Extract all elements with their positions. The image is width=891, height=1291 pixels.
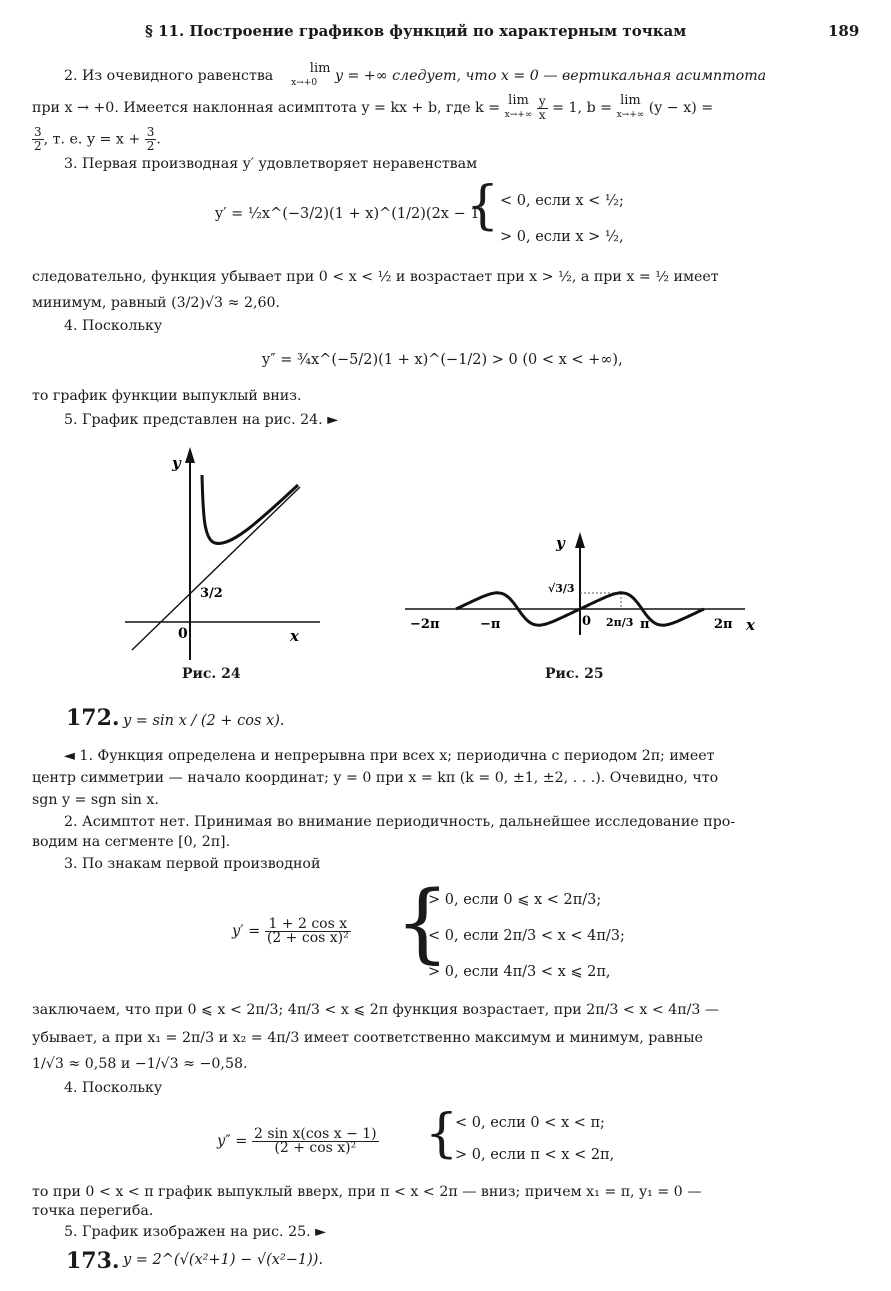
item-3-intro: 3. Первая производная y′ удовлетворяет неравенствам bbox=[64, 156, 478, 172]
lim: lim bbox=[508, 93, 529, 108]
fraction-3-2b bbox=[145, 126, 157, 153]
p172-item-2-b: водим на сегменте [0, 2π]. bbox=[32, 834, 231, 850]
p172-item-4-a: то при 0 < x < π график выпуклый вверх, при π < x < 2π — вниз; причем x₁ = π, y₁ = 0 — bbox=[32, 1184, 702, 1200]
problem-173-number: 173. bbox=[66, 1248, 120, 1274]
fraction-y-over-x bbox=[537, 95, 548, 122]
p172-item-1-b: центр симметрии — начало координат; y = 0 при x = kπ (k = 0, ±1, ±2, . . .). Очевидно, что bbox=[32, 770, 719, 786]
lim-sub: x→+∞ bbox=[504, 110, 533, 120]
p172-item-3-intro: 3. По знакам первой производной bbox=[64, 856, 321, 872]
lim: lim bbox=[309, 61, 331, 76]
limit-3 bbox=[617, 94, 645, 122]
text: = 1, b = bbox=[552, 100, 613, 116]
limit-1 bbox=[278, 62, 331, 90]
peak-label: √3/3 bbox=[548, 582, 575, 595]
p172-item-3-a: заключаем, что при 0 ⩽ x < 2π/3; 4π/3 < x ⩽ 2π функция возрастает, при 2π/3 < x < 4π/3 — bbox=[32, 1002, 720, 1018]
lim: lim bbox=[620, 93, 641, 108]
tick-2pi: 2π bbox=[714, 617, 733, 632]
item-4-conclusion: то график функции выпуклый вниз. bbox=[32, 388, 302, 404]
text: (y − x) = bbox=[648, 100, 714, 116]
asymptote-line bbox=[132, 487, 300, 650]
case-2: < 0, если 2π/3 < x < 4π/3; bbox=[428, 928, 625, 944]
item-2-line-3 bbox=[32, 126, 858, 153]
intercept-label: 3/2 bbox=[200, 586, 223, 601]
p172-item-4-intro: 4. Поскольку bbox=[64, 1080, 163, 1096]
section-title: § 11. Построение графиков функций по характерным точкам bbox=[145, 22, 687, 40]
item-3-conclusion-2: минимум, равный (3/2)√3 ≈ 2,60. bbox=[32, 295, 281, 311]
case-1: < 0, если 0 < x < π; bbox=[455, 1115, 605, 1131]
num: 2 sin x(cos x − 1) bbox=[253, 1126, 377, 1142]
figure-24 bbox=[120, 445, 320, 660]
equation-172-y-second: y″ = $\frac{\text{2 sin x(cos x − 1)}}{\text{(2 + cos x)²}}$ bbox=[217, 1126, 377, 1156]
tick-2pi-3: 2π/3 bbox=[606, 616, 634, 629]
running-header bbox=[0, 22, 891, 48]
fraction bbox=[265, 918, 351, 945]
brace: { bbox=[425, 1104, 459, 1164]
case-1: < 0, если x < ½; bbox=[500, 193, 624, 209]
p172-item-3-c: 1/√3 ≈ 0,58 и −1/√3 ≈ −0,58. bbox=[32, 1056, 248, 1072]
figure-25 bbox=[400, 530, 770, 640]
case-3: > 0, если 4π/3 < x ⩽ 2π, bbox=[428, 964, 611, 980]
y-axis-arrow bbox=[575, 532, 585, 548]
origin-label: 0 bbox=[582, 614, 592, 629]
p172-item-1-c: sgn y = sgn sin x. bbox=[32, 792, 159, 808]
x-label: x bbox=[746, 616, 755, 634]
text: . bbox=[156, 131, 161, 148]
den: (2 + cos x)² bbox=[274, 1140, 357, 1156]
fraction-3-2 bbox=[32, 126, 44, 153]
brace: { bbox=[395, 873, 450, 973]
equation-y-prime: y′ = ½x^(−3/2)(1 + x)^(1/2)(2x − 1) bbox=[215, 206, 486, 222]
den: (2 + cos x)² bbox=[266, 930, 349, 946]
case-2: > 0, если x > ½, bbox=[500, 229, 624, 245]
num: 3 bbox=[146, 125, 155, 139]
text: 2. Из очевидного равенства bbox=[64, 68, 274, 84]
item-4-intro: 4. Поскольку bbox=[64, 318, 163, 334]
p172-item-1-a: ◄ 1. Функция определена и непрерывна при всех x; периодична с периодом 2π; имеет bbox=[64, 748, 715, 764]
text: при x → +0. Имеется наклонная асимптота y = kx + b, где k = bbox=[32, 100, 501, 116]
num: 1 + 2 cos x bbox=[265, 918, 351, 932]
p172-item-5: 5. График изображен на рис. 25. ► bbox=[64, 1224, 327, 1240]
origin-label: 0 bbox=[178, 626, 188, 642]
case-1: > 0, если 0 ⩽ x < 2π/3; bbox=[428, 892, 602, 908]
function-curve bbox=[202, 475, 298, 543]
y-label: y bbox=[172, 454, 181, 472]
equation-172-y-prime: y′ = $\frac{\text{1 + 2 cos x}}{\text{(2 + cos x)²}}$ bbox=[232, 916, 349, 946]
p172-item-3-b: убывает, а при x₁ = 2π/3 и x₂ = 4π/3 имеет соответственно максимум и минимум, равные bbox=[32, 1030, 703, 1046]
y-label: y bbox=[556, 534, 565, 552]
x-label: x bbox=[290, 627, 299, 645]
brace: { bbox=[466, 176, 500, 236]
den: x bbox=[538, 107, 546, 122]
problem-172-number: 172. bbox=[66, 705, 120, 731]
problem-173-formula: y = 2^(√(x²+1) − √(x²−1)). bbox=[123, 1252, 324, 1268]
tick-neg-pi: −π bbox=[480, 617, 501, 632]
lim-sub: x→+0 bbox=[291, 78, 318, 88]
y-axis-arrow bbox=[185, 447, 195, 463]
problem-172-formula: y = sin x / (2 + cos x). bbox=[123, 713, 285, 729]
item-5: 5. График представлен на рис. 24. ► bbox=[64, 412, 339, 428]
den: 2 bbox=[146, 139, 155, 153]
tick-pi: π bbox=[640, 617, 650, 632]
fraction bbox=[252, 1128, 379, 1155]
p172-item-2-a: 2. Асимптот нет. Принимая во внимание периодичность, дальнейшее исследование про- bbox=[64, 814, 736, 830]
limit-2 bbox=[505, 94, 533, 122]
num: y bbox=[538, 93, 546, 108]
text: , т. е. y = x + bbox=[43, 131, 141, 148]
equation-y-second: y″ = ¾x^(−5/2)(1 + x)^(−1/2) > 0 (0 < x < +∞), bbox=[262, 352, 623, 368]
lim-sub: x→+∞ bbox=[616, 110, 645, 120]
case-2: > 0, если π < x < 2π, bbox=[455, 1147, 615, 1163]
figure-24-caption: Рис. 24 bbox=[182, 666, 241, 682]
den: 2 bbox=[34, 139, 42, 153]
text: y = +∞ следует, что x = 0 — вертикальная асимптота bbox=[334, 68, 767, 84]
figure-25-caption: Рис. 25 bbox=[545, 666, 604, 682]
item-3-conclusion-1: следовательно, функция убывает при 0 < x < ½ и возрастает при x > ½, а при x = ½ имеет bbox=[32, 269, 719, 285]
item-2-line-2 bbox=[32, 94, 858, 122]
item-2-line-1 bbox=[32, 62, 858, 90]
page-number: 189 bbox=[828, 22, 860, 40]
p172-item-4-b: точка перегиба. bbox=[32, 1203, 154, 1219]
num: 3 bbox=[34, 125, 42, 139]
tick-neg-2pi: −2π bbox=[410, 617, 440, 632]
